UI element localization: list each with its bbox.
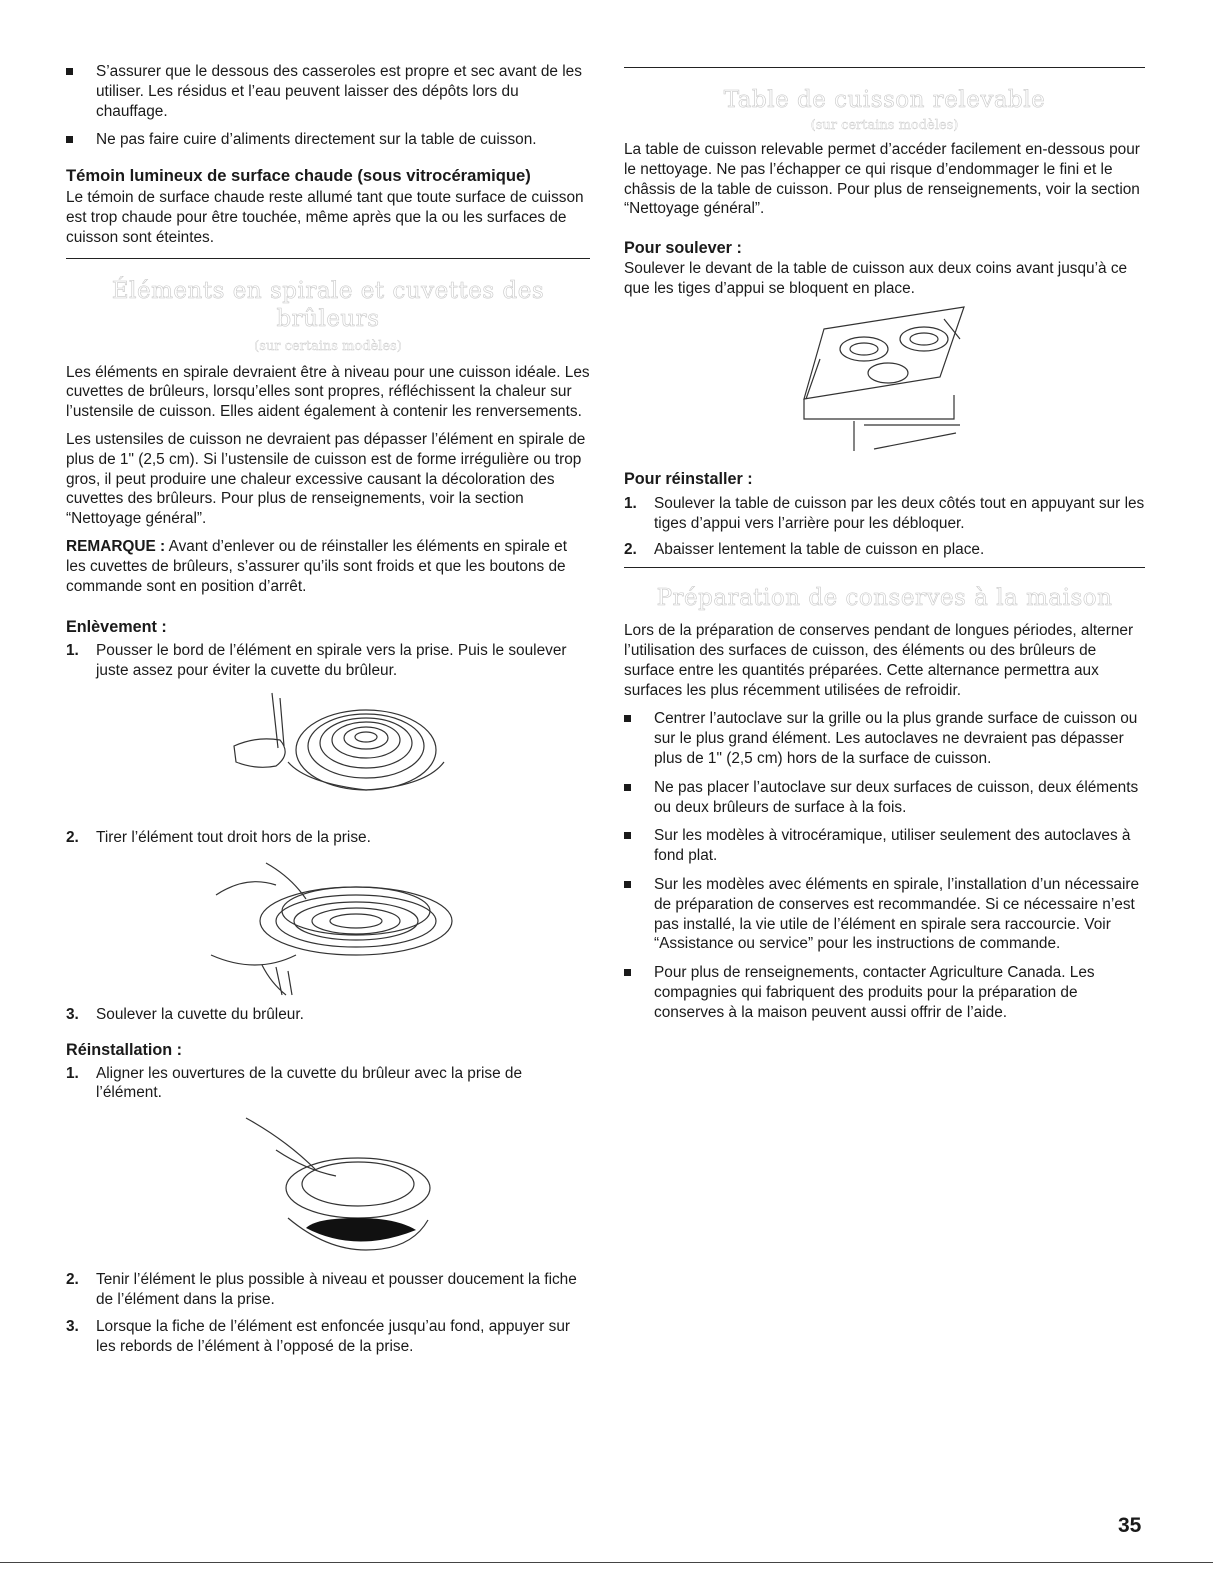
bullet-text: Sur les modèles avec éléments en spirale, l’installation d’un nécessaire de préparation de conserves est recommandée. Si ce nécessaire n’est pas installé, la vie utile de l’élément en spirale sera raccourcie. Voir “Assistance ou service” pour les instructions de commande.: [654, 875, 1140, 953]
bullet-text: Sur les modèles à vitrocéramique, utiliser seulement des autoclaves à fond plat.: [654, 827, 1131, 865]
list-item: [624, 963, 1145, 1022]
list-item: [624, 875, 1145, 954]
step-number: 3.: [66, 1005, 79, 1023]
step-item: [624, 494, 1145, 534]
step-text: Lorsque la fiche de l’élément est enfoncée jusqu’au fond, appuyer sur les rebords de l’élément à l’opposé de la prise.: [96, 1317, 570, 1355]
reinstall-steps: [624, 494, 1145, 560]
step-number: 2.: [66, 828, 79, 846]
list-item: [624, 709, 1145, 768]
note-label: REMARQUE :: [66, 537, 166, 555]
bullet-square-icon: [66, 68, 73, 75]
spiral-paragraph-1: Les éléments en spirale devraient être à niveau pour une cuisson idéale. Les cuvettes de brûleurs, lorsqu’elles sont propres, réfléchissent la chaleur sur l’ustensile de cuisson. Elles aident également à contenir les renversements.: [66, 363, 590, 421]
step-number: 1.: [66, 642, 79, 660]
section-subtitle: (sur certains modèles): [810, 118, 959, 133]
left-column: [66, 0, 590, 1363]
list-item: [66, 62, 590, 121]
removal-steps-b: [66, 828, 590, 848]
section-divider: [624, 567, 1145, 568]
reinstall-steps-b: [66, 1270, 590, 1356]
removal-heading: Enlèvement :: [66, 618, 167, 637]
note-text: Avant d’enlever ou de réinstaller les éléments en spirale et les cuvettes de brûleurs, s’assurer qu’ils sont froids et que les boutons de commande sont en position d’arrêt.: [66, 537, 568, 595]
step-text: Abaisser lentement la table de cuisson en place.: [654, 541, 985, 559]
reinstall-heading: Pour réinstaller :: [624, 469, 753, 488]
figure-push-element: [66, 688, 590, 818]
bullet-square-icon: [66, 136, 73, 143]
step-number: 1.: [624, 494, 637, 512]
reinstall-steps-a: [66, 1064, 590, 1104]
step-item: [66, 1005, 590, 1025]
bullet-text: Centrer l’autoclave sur la grille ou la plus grande surface de cuisson ou sur le plus grand élément. Les autoclaves ne devraient pas dépasser plus de 1" (2,5 cm) hors de la surface de cuisson.: [654, 710, 1138, 767]
list-item: [624, 778, 1145, 818]
step-item: [66, 1064, 590, 1104]
bullet-square-icon: [624, 969, 631, 976]
indicator-text: Le témoin de surface chaude reste allumé tant que toute surface de cuisson est trop chaude pour être touchée, même après que la ou les surfaces de cuisson sont éteintes.: [66, 189, 584, 246]
section-title: Table de cuisson relevable: [723, 87, 1046, 113]
section-subtitle: (sur certains modèles): [254, 338, 402, 354]
canning-intro: Lors de la préparation de conserves pendant de longues périodes, alterner l’utilisation des surfaces de cuisson, des éléments ou des brûleurs de surface entre les quantités préparées. Cette alternance permettra aux surfaces les plus récemment utilisées de refroidir.: [624, 622, 1134, 699]
step-text: Pousser le bord de l’élément en spirale vers la prise. Puis le soulever juste assez pour éviter la cuvette du brûleur.: [96, 642, 567, 680]
reinstall-heading: Réinstallation :: [66, 1040, 183, 1059]
removal-steps-c: [66, 1005, 590, 1025]
list-item: [624, 826, 1145, 866]
step-text: Aligner les ouvertures de la cuvette du brûleur avec la prise de l’élément.: [96, 1064, 523, 1102]
note-paragraph: [66, 537, 590, 596]
bullet-text: Pour plus de renseignements, contacter Agriculture Canada. Les compagnies qui fabriquent des produits pour la préparation de conserves à la maison peuvent aussi offrir de l’aide.: [654, 964, 1095, 1021]
top-bullet-list: [66, 62, 590, 150]
step-number: 1.: [66, 1064, 79, 1082]
step-number: 2.: [66, 1271, 79, 1289]
step-number: 3.: [66, 1317, 79, 1335]
bottom-rule: [0, 1562, 1213, 1563]
figure-pull-element: [66, 855, 590, 1003]
lift-text: Soulever le devant de la table de cuisson aux deux coins avant jusqu’à ce que les tiges d’appui se bloquent en place.: [624, 260, 1128, 297]
step-text: Tirer l’élément tout droit hors de la prise.: [96, 828, 371, 846]
section-title: Préparation de conserves à la maison: [656, 585, 1113, 612]
list-item: [66, 130, 590, 150]
bullet-square-icon: [624, 832, 631, 839]
figure-raised-cooktop: [624, 299, 1145, 459]
section-divider: [66, 258, 590, 259]
step-item: [66, 828, 590, 848]
step-item: [66, 641, 590, 681]
right-column: [624, 0, 1145, 1032]
bullet-square-icon: [624, 881, 631, 888]
lift-heading: Pour soulever :: [624, 239, 742, 258]
figure-align-drip-pan: [66, 1110, 590, 1260]
bullet-square-icon: [624, 784, 631, 791]
section-title: Éléments en spirale et cuvettes des brûleurs: [111, 277, 545, 332]
bullet-text: Ne pas faire cuire d’aliments directement sur la table de cuisson.: [96, 131, 537, 149]
bullet-square-icon: [624, 715, 631, 722]
step-text: Tenir l’élément le plus possible à niveau et pousser doucement la fiche de l’élément dans la prise.: [96, 1271, 577, 1308]
step-number: 2.: [624, 541, 637, 559]
bullet-text: Ne pas placer l’autoclave sur deux surfaces de cuisson, deux éléments ou deux brûleurs de surface à la fois.: [654, 778, 1139, 816]
bullet-text: S’assurer que le dessous des casseroles est propre et sec avant de les utiliser. Les résidus et l’eau peuvent laisser des dépôts lors du chauffage.: [96, 63, 582, 120]
removal-steps-a: [66, 641, 590, 681]
liftup-intro: La table de cuisson relevable permet d’accéder facilement en-dessous pour le nettoyage. Ne pas l’échapper ce qui risque d’endommager le fini et le châssis de la table de cuisson. Pour plus de renseignements, voir la section “Nettoyage général”.: [624, 141, 1140, 218]
spiral-paragraph-2: Les ustensiles de cuisson ne devraient pas dépasser l’élément en spirale de plus de 1" (2,5 cm). Si l’ustensile de cuisson est de forme irrégulière ou trop gros, il peut produire une chaleur excessive causant la décoloration des cuvettes des brûleurs. Pour plus de renseignements, voir la section “Nettoyage général”.: [66, 430, 586, 528]
step-item: [66, 1317, 590, 1357]
step-item: [624, 540, 1145, 560]
step-item: [66, 1270, 590, 1310]
step-text: Soulever la cuvette du brûleur.: [96, 1005, 304, 1023]
page-number: 35: [1118, 1514, 1142, 1537]
step-text: Soulever la table de cuisson par les deux côtés tout en appuyant sur les tiges d’appui vers l’arrière pour les débloquer.: [654, 494, 1145, 532]
section-divider: [624, 67, 1145, 68]
indicator-heading: Témoin lumineux de surface chaude (sous vitrocéramique): [66, 166, 531, 186]
canning-bullet-list: [624, 709, 1145, 1022]
